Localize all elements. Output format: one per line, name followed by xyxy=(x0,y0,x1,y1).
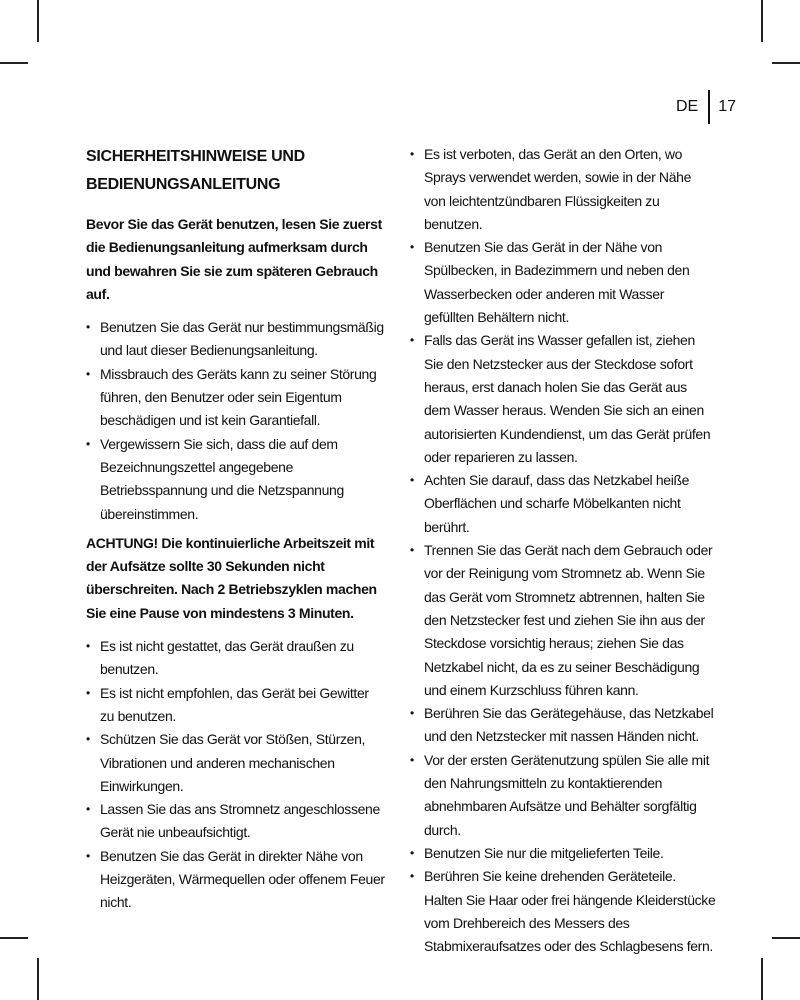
list-item: • Benutzen Sie das Gerät in direkter Nähe von Heizgeräten, Wärmequellen oder offenem Feuer nicht. xyxy=(86,845,386,915)
crop-mark-top-right-h xyxy=(772,62,800,64)
language-code: DE xyxy=(675,98,699,115)
list-item: • Es ist nicht empfohlen, das Gerät bei Gewitter zu benutzen. xyxy=(86,682,386,729)
list-item: • Berühren Sie keine drehenden Geräteteile. Halten Sie Haar oder frei hängende Kleiderstücke vom Drehbereich des Messers des Stabmixeraufsatzes oder des Schlagbesens fern. xyxy=(410,865,716,958)
intro-paragraph: Bevor Sie das Gerät benutzen, lesen Sie zuerst die Bedienungsanleitung aufmerksam durch und bewahren Sie sie zum späteren Gebrauch auf. xyxy=(86,216,382,302)
list-item: • Berühren Sie das Gerätegehäuse, das Netzkabel und den Netzstecker mit nassen Händen nicht. xyxy=(410,702,716,749)
warning-paragraph: ACHTUNG! Die kontinuierliche Arbeitszeit mit der Aufsätze sollte 30 Sekunden nicht überschreiten. Nach 2 Betriebszyklen machen Sie eine Pause von mindestens 3 Minuten. xyxy=(86,534,377,621)
list-item: • Benutzen Sie das Gerät in der Nähe von Spülbecken, in Badezimmern und neben den Wasserbecken oder anderen mit Wasser gefüllten Behältern nicht. xyxy=(410,236,716,329)
list-item: • Lassen Sie das ans Stromnetz angeschlossene Gerät nie unbeaufsichtigt. xyxy=(86,798,386,845)
safety-list-a xyxy=(86,316,386,526)
list-item: • Trennen Sie das Gerät nach dem Gebrauch oder vor der Reinigung vom Stromnetz ab. Wenn Sie das Gerät vom Stromnetz abtrennen, halten Sie den Netzstecker fest und ziehen Sie ihn aus der Steckdose vorsichtig heraus; ziehen Sie das Netzkabel nicht, da es zu seiner Beschädigung und einem Kurzschluss führen kann. xyxy=(410,539,716,702)
left-column xyxy=(86,143,386,915)
list-item: • Achten Sie darauf, dass das Netzkabel heiße Oberflächen und scharfe Möbelkanten nicht berührt. xyxy=(410,469,716,539)
list-item: • Es ist nicht gestattet, das Gerät draußen zu benutzen. xyxy=(86,635,386,682)
crop-mark-top-right xyxy=(761,0,763,42)
page-number: 17 xyxy=(718,98,736,115)
list-item: • Es ist verboten, das Gerät an den Orten, wo Sprays verwendet werden, sowie in der Nähe von leichtentzündbaren Flüssigkeiten zu benutzen. xyxy=(410,143,716,236)
list-item: • Benutzen Sie nur die mitgelieferten Teile. xyxy=(410,842,716,865)
crop-mark-bottom-left xyxy=(37,958,39,1000)
list-item: • Schützen Sie das Gerät vor Stößen, Stürzen, Vibrationen und anderen mechanischen Einwirkungen. xyxy=(86,728,386,798)
crop-mark-top-left xyxy=(37,0,39,42)
right-column xyxy=(410,143,716,958)
page-header xyxy=(676,90,736,124)
list-item: • Benutzen Sie das Gerät nur bestimmungsmäßig und laut dieser Bedienungsanleitung. xyxy=(86,316,386,363)
list-item: • Vor der ersten Gerätenutzung spülen Sie alle mit den Nahrungsmitteln zu kontaktierenden abnehmbaren Aufsätze und Behälter sorgfältig durch. xyxy=(410,749,716,842)
list-item: • Missbrauch des Geräts kann zu seiner Störung führen, den Benutzer oder sein Eigentum beschädigen und ist kein Garantiefall. xyxy=(86,363,386,433)
list-item: • Vergewissern Sie sich, dass die auf dem Bezeichnungszettel angegebene Betriebsspannung und die Netzspannung übereinstimmen. xyxy=(86,433,386,526)
crop-mark-bottom-right-h xyxy=(772,937,800,939)
list-item: • Falls das Gerät ins Wasser gefallen ist, ziehen Sie den Netzstecker aus der Steckdose sofort heraus, erst danach holen Sie das Gerät aus dem Wasser heraus. Wenden Sie sich an einen autorisierten Kundendienst, um das Gerät prüfen oder reparieren zu lassen. xyxy=(410,329,716,469)
crop-mark-bottom-right xyxy=(761,958,763,1000)
header-separator xyxy=(708,90,710,124)
section-title: SICHERHEITSHINWEISE UND BEDIENUNGSANLEITUNG xyxy=(86,148,305,193)
safety-list-b xyxy=(86,635,386,915)
crop-mark-bottom-left-h xyxy=(0,937,28,939)
safety-list-c xyxy=(410,143,716,958)
crop-mark-top-left-h xyxy=(0,62,28,64)
